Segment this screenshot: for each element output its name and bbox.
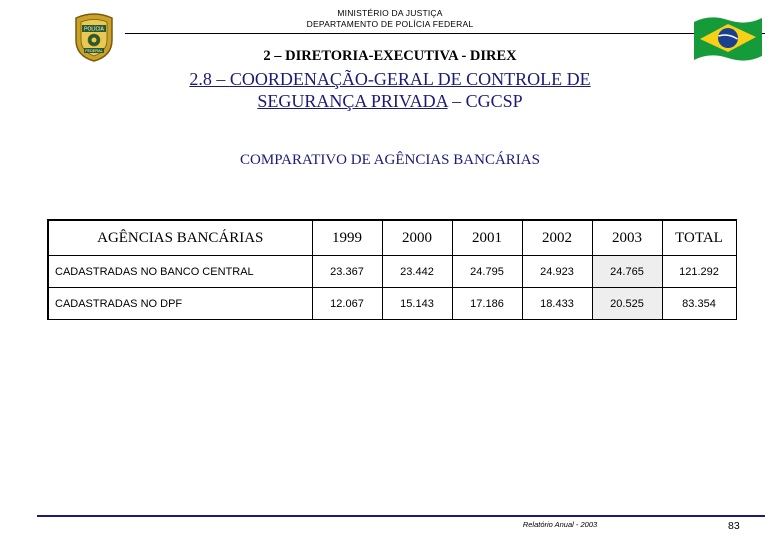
- page-number: 83: [728, 520, 740, 532]
- column-header-total: TOTAL: [662, 220, 736, 256]
- table-row: [48, 256, 736, 288]
- row-label: CADASTRADAS NO BANCO CENTRAL: [48, 256, 312, 288]
- table-cell: 24.795: [452, 256, 522, 288]
- table-cell: 18.433: [522, 288, 592, 320]
- badge-text-bottom: FEDERAL: [85, 49, 103, 53]
- row-label: CADASTRADAS NO DPF: [48, 288, 312, 320]
- coordination-title: [0, 68, 780, 112]
- coord-line1: COORDENAÇÃO-GERAL DE CONTROLE DE: [229, 69, 591, 89]
- page-header: [230, 8, 550, 30]
- table-cell: 24.923: [522, 256, 592, 288]
- column-header-1999: 1999: [312, 220, 382, 256]
- table-cell-total: 121.292: [662, 256, 736, 288]
- directorate-heading: 2 – DIRETORIA-EXECUTIVA - DIREX: [263, 48, 517, 64]
- report-footer: Relatório Anual - 2003: [522, 520, 598, 529]
- footer-divider: [37, 515, 765, 517]
- table-row: [48, 288, 736, 320]
- column-header-2000: 2000: [382, 220, 452, 256]
- column-header-2002: 2002: [522, 220, 592, 256]
- bank-agencies-table: [47, 219, 737, 320]
- column-header-category: AGÊNCIAS BANCÁRIAS: [48, 220, 312, 256]
- comparison-title: COMPARATIVO DE AGÊNCIAS BANCÁRIAS: [240, 152, 540, 168]
- table-cell: 20.525: [592, 288, 662, 320]
- department-name: DEPARTAMENTO DE POLÍCIA FEDERAL: [306, 19, 474, 29]
- column-header-2003: 2003: [592, 220, 662, 256]
- ministry-name: MINISTÉRIO DA JUSTIÇA: [337, 8, 443, 18]
- table-cell: 15.143: [382, 288, 452, 320]
- table-cell: 12.067: [312, 288, 382, 320]
- coord-line2-underlined: SEGURANÇA PRIVADA: [257, 91, 448, 111]
- coord-line2-rest: – CGCSP: [447, 91, 523, 111]
- table-cell-total: 83.354: [662, 288, 736, 320]
- table-header-row: [48, 220, 736, 256]
- table-cell: 17.186: [452, 288, 522, 320]
- table-cell: 24.765: [592, 256, 662, 288]
- table-cell: 23.442: [382, 256, 452, 288]
- badge-text-top: POLÍCIA: [84, 26, 104, 33]
- table-cell: 23.367: [312, 256, 382, 288]
- coord-number: 2.8 –: [189, 69, 230, 89]
- column-header-2001: 2001: [452, 220, 522, 256]
- header-divider: [125, 33, 765, 34]
